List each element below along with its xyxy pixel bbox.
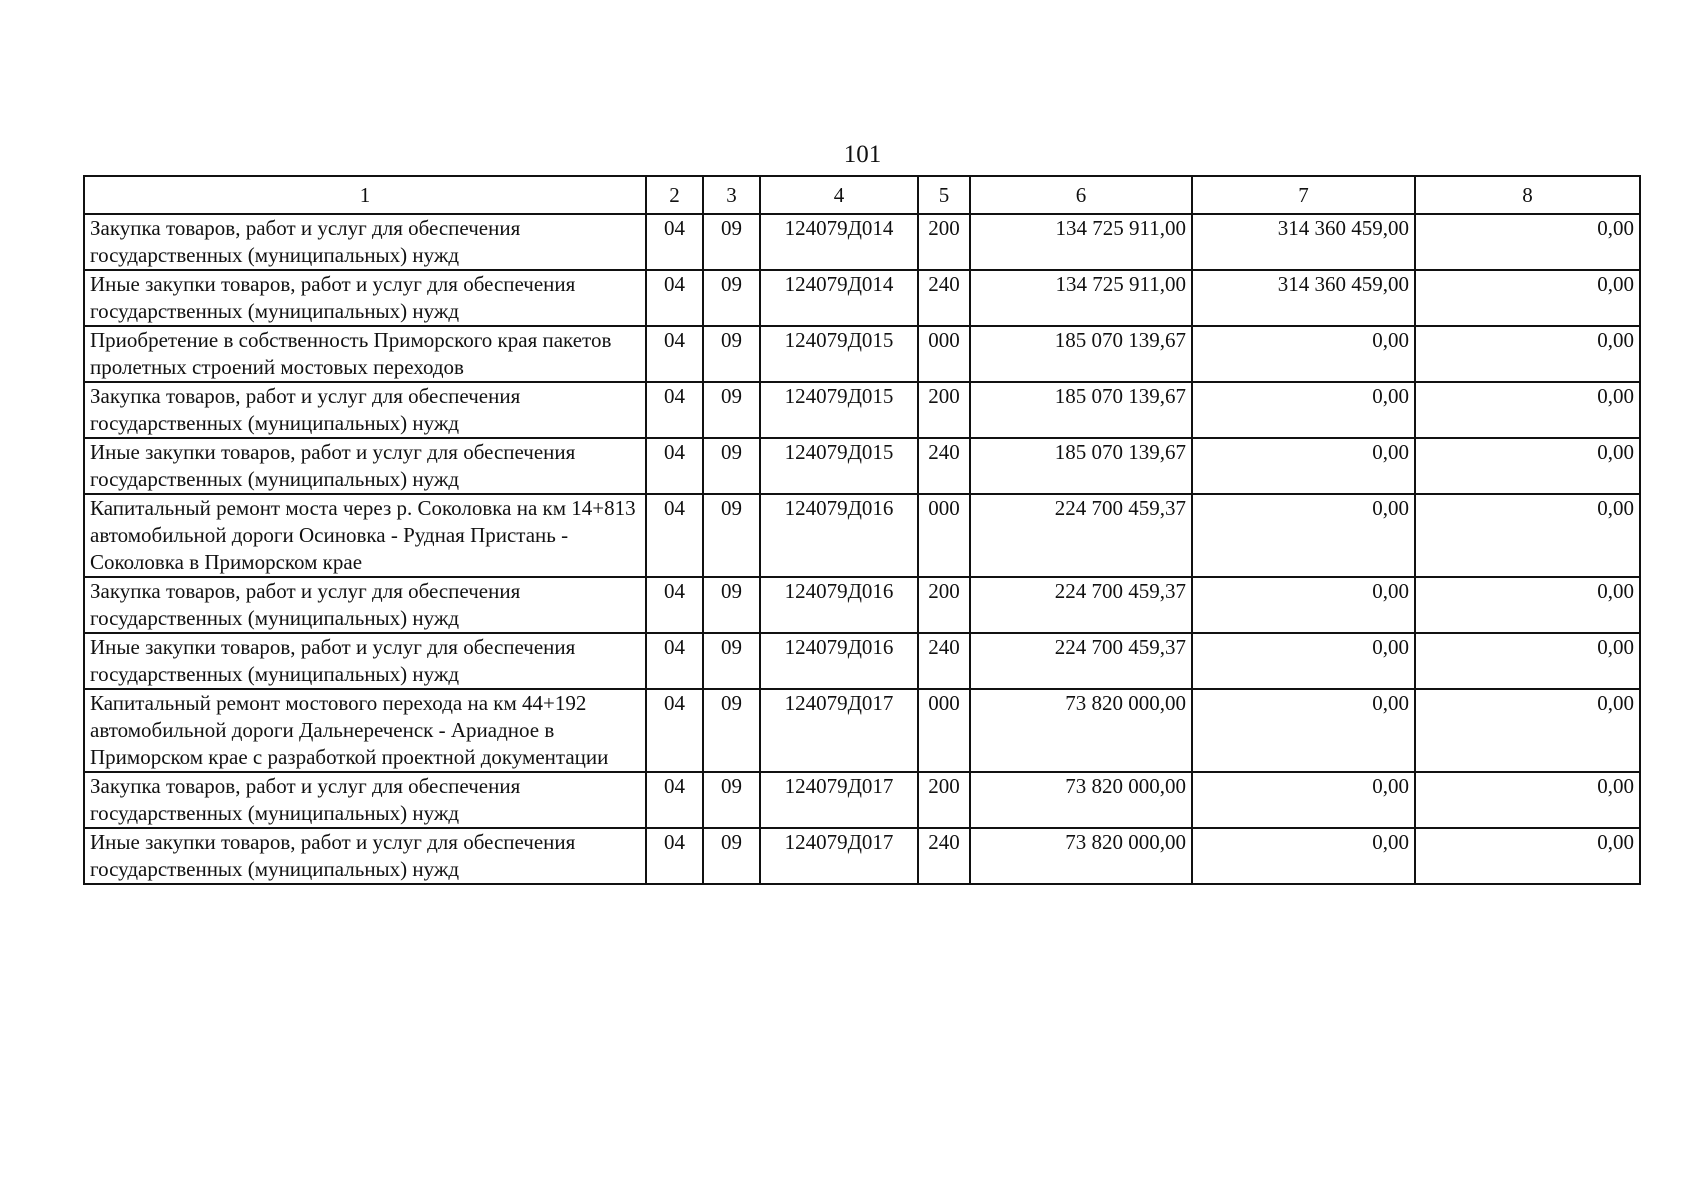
cell-amount-col8: 0,00 — [1415, 438, 1640, 494]
cell-target-item: 124079Д015 — [760, 382, 918, 438]
cell-section: 04 — [646, 438, 703, 494]
row-description: Закупка товаров, работ и услуг для обеспечения государственных (муниципальных) нужд — [84, 214, 646, 270]
cell-section: 04 — [646, 270, 703, 326]
cell-amount-col7: 0,00 — [1192, 326, 1415, 382]
column-header: 3 — [703, 176, 760, 214]
cell-subsection: 09 — [703, 577, 760, 633]
cell-amount-col8: 0,00 — [1415, 270, 1640, 326]
cell-expense-type: 200 — [918, 214, 970, 270]
cell-target-item: 124079Д015 — [760, 438, 918, 494]
row-description: Иные закупки товаров, работ и услуг для обеспечения государственных (муниципальных) нужд — [84, 438, 646, 494]
row-description: Иные закупки товаров, работ и услуг для обеспечения государственных (муниципальных) нужд — [84, 828, 646, 884]
table-row — [84, 382, 1640, 438]
cell-section: 04 — [646, 214, 703, 270]
cell-section: 04 — [646, 577, 703, 633]
table-row — [84, 828, 1640, 884]
row-description: Закупка товаров, работ и услуг для обеспечения государственных (муниципальных) нужд — [84, 382, 646, 438]
cell-amount-col8: 0,00 — [1415, 214, 1640, 270]
cell-section: 04 — [646, 772, 703, 828]
cell-section: 04 — [646, 689, 703, 772]
cell-expense-type: 000 — [918, 494, 970, 577]
row-description: Капитальный ремонт моста через р. Соколовка на км 14+813 автомобильной дороги Осиновка - Рудная Пристань - Соколовка в Приморском крае — [84, 494, 646, 577]
column-header: 4 — [760, 176, 918, 214]
cell-amount-col8: 0,00 — [1415, 382, 1640, 438]
cell-target-item: 124079Д016 — [760, 494, 918, 577]
page-number: 101 — [843, 141, 882, 168]
row-description: Иные закупки товаров, работ и услуг для обеспечения государственных (муниципальных) нужд — [84, 270, 646, 326]
table-row — [84, 214, 1640, 270]
column-header: 5 — [918, 176, 970, 214]
column-header: 2 — [646, 176, 703, 214]
cell-amount-col6: 73 820 000,00 — [970, 689, 1192, 772]
cell-section: 04 — [646, 326, 703, 382]
cell-amount-col7: 0,00 — [1192, 689, 1415, 772]
cell-amount-col7: 314 360 459,00 — [1192, 214, 1415, 270]
cell-subsection: 09 — [703, 494, 760, 577]
cell-subsection: 09 — [703, 382, 760, 438]
cell-target-item: 124079Д014 — [760, 214, 918, 270]
cell-target-item: 124079Д015 — [760, 326, 918, 382]
row-description: Капитальный ремонт мостового перехода на км 44+192 автомобильной дороги Дальнереченск - Ариадное в Приморском крае с разработкой проектной документации — [84, 689, 646, 772]
table-row — [84, 689, 1640, 772]
cell-expense-type: 200 — [918, 577, 970, 633]
cell-amount-col6: 185 070 139,67 — [970, 382, 1192, 438]
cell-amount-col6: 185 070 139,67 — [970, 326, 1192, 382]
row-description: Иные закупки товаров, работ и услуг для обеспечения государственных (муниципальных) нужд — [84, 633, 646, 689]
cell-expense-type: 240 — [918, 633, 970, 689]
cell-subsection: 09 — [703, 326, 760, 382]
cell-expense-type: 000 — [918, 689, 970, 772]
cell-section: 04 — [646, 828, 703, 884]
table-body — [84, 214, 1640, 884]
row-description: Закупка товаров, работ и услуг для обеспечения государственных (муниципальных) нужд — [84, 577, 646, 633]
column-header: 7 — [1192, 176, 1415, 214]
cell-target-item: 124079Д016 — [760, 633, 918, 689]
cell-amount-col6: 73 820 000,00 — [970, 772, 1192, 828]
cell-subsection: 09 — [703, 438, 760, 494]
table-row — [84, 494, 1640, 577]
table-row — [84, 772, 1640, 828]
cell-target-item: 124079Д017 — [760, 772, 918, 828]
cell-amount-col7: 0,00 — [1192, 577, 1415, 633]
table-row — [84, 270, 1640, 326]
budget-table — [83, 175, 1641, 885]
header-row — [84, 176, 1640, 214]
cell-section: 04 — [646, 633, 703, 689]
cell-target-item: 124079Д017 — [760, 828, 918, 884]
cell-section: 04 — [646, 494, 703, 577]
cell-amount-col8: 0,00 — [1415, 494, 1640, 577]
cell-amount-col7: 0,00 — [1192, 633, 1415, 689]
cell-target-item: 124079Д016 — [760, 577, 918, 633]
cell-amount-col8: 0,00 — [1415, 689, 1640, 772]
cell-subsection: 09 — [703, 689, 760, 772]
cell-amount-col8: 0,00 — [1415, 772, 1640, 828]
row-description: Приобретение в собственность Приморского края пакетов пролетных строений мостовых переходов — [84, 326, 646, 382]
table-row — [84, 326, 1640, 382]
cell-amount-col6: 185 070 139,67 — [970, 438, 1192, 494]
cell-expense-type: 000 — [918, 326, 970, 382]
cell-expense-type: 200 — [918, 382, 970, 438]
cell-amount-col7: 0,00 — [1192, 494, 1415, 577]
column-header: 6 — [970, 176, 1192, 214]
cell-amount-col6: 224 700 459,37 — [970, 633, 1192, 689]
cell-amount-col7: 0,00 — [1192, 438, 1415, 494]
cell-subsection: 09 — [703, 633, 760, 689]
cell-amount-col8: 0,00 — [1415, 577, 1640, 633]
table-row — [84, 577, 1640, 633]
table-row — [84, 438, 1640, 494]
cell-expense-type: 240 — [918, 438, 970, 494]
cell-amount-col8: 0,00 — [1415, 633, 1640, 689]
column-header: 1 — [84, 176, 646, 214]
cell-expense-type: 200 — [918, 772, 970, 828]
cell-amount-col6: 134 725 911,00 — [970, 214, 1192, 270]
cell-target-item: 124079Д014 — [760, 270, 918, 326]
cell-amount-col7: 0,00 — [1192, 382, 1415, 438]
cell-subsection: 09 — [703, 214, 760, 270]
cell-amount-col8: 0,00 — [1415, 326, 1640, 382]
cell-subsection: 09 — [703, 828, 760, 884]
row-description: Закупка товаров, работ и услуг для обеспечения государственных (муниципальных) нужд — [84, 772, 646, 828]
cell-subsection: 09 — [703, 270, 760, 326]
cell-target-item: 124079Д017 — [760, 689, 918, 772]
cell-amount-col7: 314 360 459,00 — [1192, 270, 1415, 326]
cell-amount-col7: 0,00 — [1192, 772, 1415, 828]
column-header: 8 — [1415, 176, 1640, 214]
cell-amount-col7: 0,00 — [1192, 828, 1415, 884]
cell-amount-col8: 0,00 — [1415, 828, 1640, 884]
cell-amount-col6: 224 700 459,37 — [970, 577, 1192, 633]
table-row — [84, 633, 1640, 689]
cell-expense-type: 240 — [918, 828, 970, 884]
cell-amount-col6: 224 700 459,37 — [970, 494, 1192, 577]
cell-expense-type: 240 — [918, 270, 970, 326]
cell-amount-col6: 134 725 911,00 — [970, 270, 1192, 326]
cell-section: 04 — [646, 382, 703, 438]
cell-subsection: 09 — [703, 772, 760, 828]
cell-amount-col6: 73 820 000,00 — [970, 828, 1192, 884]
